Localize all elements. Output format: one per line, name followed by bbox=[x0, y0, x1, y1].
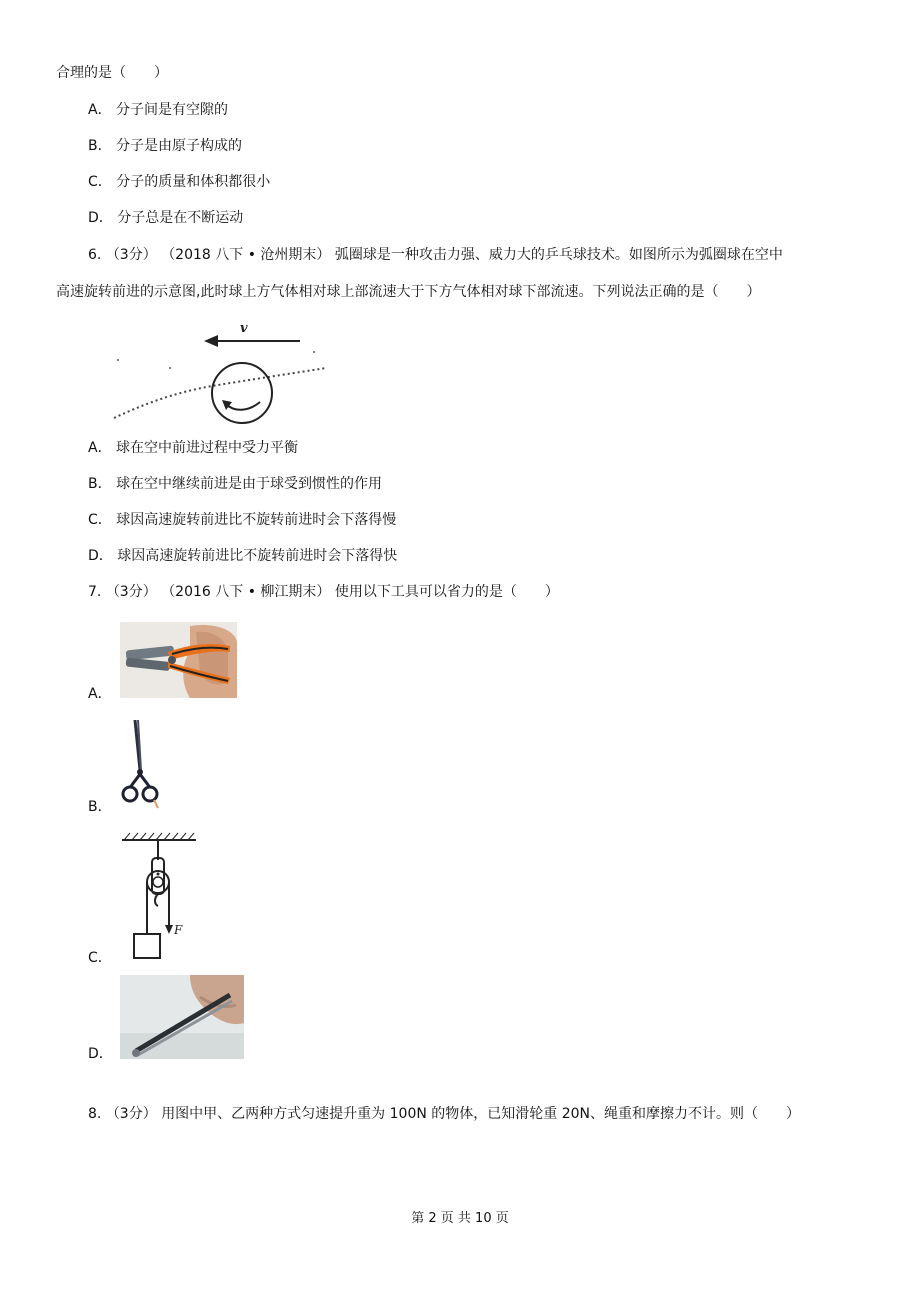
q5-option-d bbox=[88, 208, 243, 228]
pulley-frame bbox=[152, 858, 164, 894]
option-text: 分子是由原子构成的 bbox=[116, 138, 243, 154]
tweezers-image bbox=[120, 975, 244, 1059]
option-label: B． bbox=[88, 476, 112, 492]
pulley-hook bbox=[155, 894, 158, 906]
question-score: （3分） bbox=[105, 247, 157, 263]
option-text: 球在空中继续前进是由于球受到惯性的作用 bbox=[116, 476, 383, 492]
question-number: 8. bbox=[88, 1106, 102, 1122]
q6-option-c bbox=[88, 510, 396, 530]
q5-stem-continuation: 合理的是（ ） bbox=[56, 65, 168, 81]
question-text: 用图中甲、乙两种方式匀速提升重为 100N 的物体，已知滑轮重 20N、绳重和摩擦力不计。则（ ） bbox=[161, 1106, 801, 1122]
option-text: 分子间是有空隙的 bbox=[116, 102, 229, 118]
option-label: B． bbox=[88, 138, 112, 154]
loop-ball-figure bbox=[108, 312, 338, 424]
option-text: 球在空中前进过程中受力平衡 bbox=[116, 440, 299, 456]
q7-option-d-label: D． bbox=[88, 1046, 113, 1062]
option-label: D． bbox=[88, 210, 113, 226]
velocity-arrow-head bbox=[204, 335, 218, 347]
force-label: F bbox=[174, 923, 183, 937]
q7-option-c-label: C． bbox=[88, 950, 112, 966]
q6-option-d bbox=[88, 546, 397, 566]
question-score: （3分） bbox=[105, 1106, 157, 1122]
question-source: （2018 八下 • 沧州期末） bbox=[161, 247, 331, 263]
question-text: 使用以下工具可以省力的是（ ） bbox=[334, 584, 559, 600]
q7-option-a-label: A． bbox=[88, 686, 112, 702]
question-source: （2016 八下 • 柳江期末） bbox=[161, 584, 331, 600]
question-number: 7. bbox=[88, 584, 102, 600]
q8-stem bbox=[88, 1104, 800, 1124]
q7-stem bbox=[88, 582, 559, 602]
question-text: 弧圈球是一种攻击力强、威力大的乒乓球技术。如图所示为弧圈球在空中 bbox=[334, 247, 783, 263]
q6-stem-line1 bbox=[88, 245, 783, 265]
option-label: A． bbox=[88, 102, 112, 118]
q5-option-a bbox=[88, 100, 228, 120]
trajectory-line bbox=[114, 368, 326, 418]
q5-option-c bbox=[88, 172, 270, 192]
option-text: 分子的质量和体积都很小 bbox=[116, 174, 271, 190]
q6-stem-line2: 高速旋转前进的示意图,此时球上方气体相对球上部流速大于下方气体相对球下部流速。下列说法正确的是（ ） bbox=[56, 284, 761, 300]
page-footer: 第 2 页 共 10 页 bbox=[411, 1211, 509, 1226]
ball-circle bbox=[212, 363, 272, 423]
scissors-image bbox=[118, 718, 162, 810]
option-text: 球因高速旋转前进比不旋转前进时会下落得快 bbox=[117, 548, 398, 564]
option-label: D． bbox=[88, 548, 113, 564]
q5-option-b bbox=[88, 136, 242, 156]
option-label: C． bbox=[88, 174, 112, 190]
pliers-image bbox=[120, 622, 237, 698]
question-number: 6. bbox=[88, 247, 102, 263]
option-label: A． bbox=[88, 440, 112, 456]
question-score: （3分） bbox=[105, 584, 157, 600]
q6-option-b bbox=[88, 474, 382, 494]
option-text: 球因高速旋转前进比不旋转前进时会下落得慢 bbox=[116, 512, 397, 528]
force-arrow-head bbox=[165, 925, 173, 934]
weight-block bbox=[134, 934, 160, 958]
velocity-label: v bbox=[240, 321, 248, 336]
option-label: C． bbox=[88, 512, 112, 528]
ceiling-hatch bbox=[124, 833, 194, 840]
q6-option-a bbox=[88, 438, 298, 458]
option-text: 分子总是在不断运动 bbox=[117, 210, 244, 226]
pulley-diagram bbox=[118, 830, 200, 964]
q7-option-b-label: B． bbox=[88, 799, 112, 815]
